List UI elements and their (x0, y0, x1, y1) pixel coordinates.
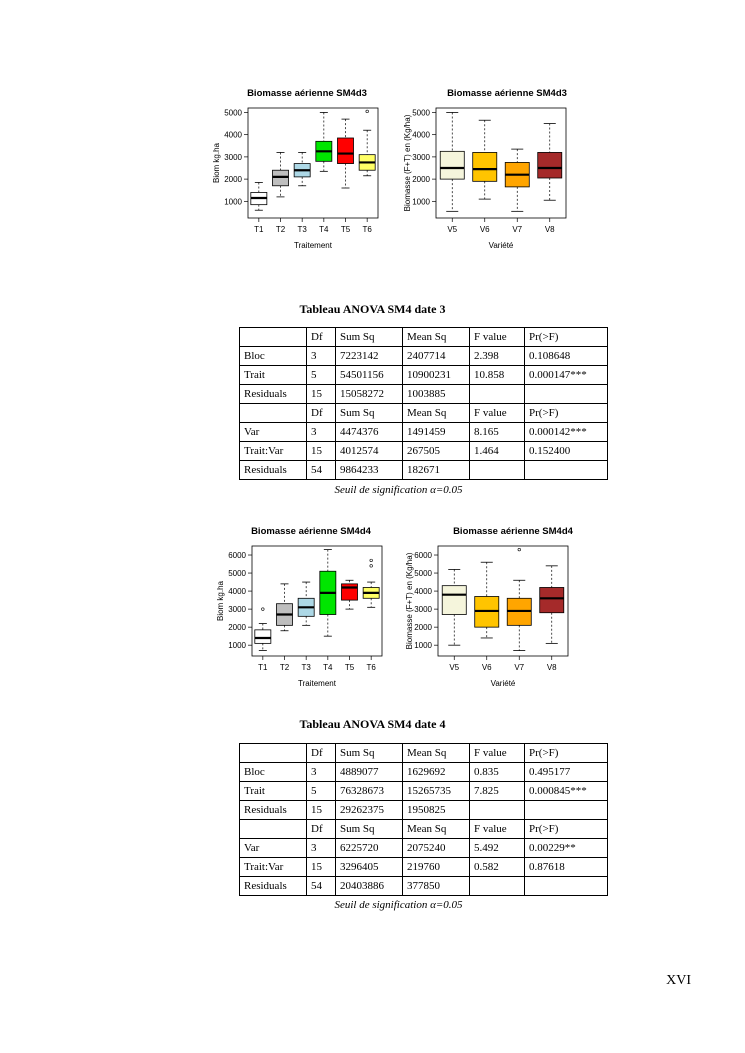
y-tick-label: 4000 (224, 130, 242, 140)
table-cell: Sum Sq (336, 404, 403, 423)
x-axis-label: Variété (490, 679, 516, 688)
table-cell: 267505 (403, 442, 470, 461)
table-cell: Trait:Var (240, 442, 307, 461)
x-tick-label: T2 (275, 225, 286, 234)
y-tick-label: 4000 (412, 130, 430, 140)
table-cell: 1491459 (403, 423, 470, 442)
outlier-point (366, 110, 369, 113)
table-row (240, 820, 608, 839)
boxplot-variete-d4 (400, 522, 586, 700)
table-cell: Trait (240, 782, 307, 801)
x-tick-label: V6 (479, 225, 490, 234)
table-cell: 3296405 (336, 858, 403, 877)
table-cell: Bloc (240, 347, 307, 366)
table-cell: Pr(>F) (525, 328, 608, 347)
table-cell (240, 328, 307, 347)
x-tick-label: T3 (301, 663, 311, 672)
table-cell: F value (470, 744, 525, 763)
table-cell: 2075240 (403, 839, 470, 858)
table-cell: 3 (307, 347, 336, 366)
y-tick-label: 1000 (224, 197, 242, 207)
y-tick-label: 4000 (414, 587, 432, 597)
table-row (240, 385, 608, 404)
y-tick-label: 5000 (414, 569, 432, 579)
x-tick-label: T5 (344, 663, 355, 672)
table-cell: 2407714 (403, 347, 470, 366)
table-title-date4: Tableau ANOVA SM4 date 4 (299, 717, 446, 731)
x-axis-label: Variété (488, 241, 514, 250)
chart-title: Biomasse aérienne SM4d3 (247, 88, 367, 99)
outlier-point (370, 565, 373, 568)
table-cell: Residuals (240, 877, 307, 896)
table-cell (240, 404, 307, 423)
table-cell: 3 (307, 763, 336, 782)
table-cell: F value (470, 820, 525, 839)
table-cell (525, 385, 608, 404)
table-cell: Mean Sq (403, 744, 470, 763)
table-cell: 5.492 (470, 839, 525, 858)
y-axis-label: Biomasse (F+T) en (Kg/ha) (405, 552, 414, 650)
x-tick-label: V5 (449, 663, 460, 672)
x-axis-label: Traitement (294, 241, 332, 250)
table-cell: Pr(>F) (525, 404, 608, 423)
table-cell: 29262375 (336, 801, 403, 820)
x-tick-label: V6 (481, 663, 492, 672)
y-tick-label: 3000 (414, 605, 432, 615)
table-cell: 10.858 (470, 366, 525, 385)
table-cell: 20403886 (336, 877, 403, 896)
table-cell: 15058272 (336, 385, 403, 404)
table-row (240, 423, 608, 442)
table-cell: 0.835 (470, 763, 525, 782)
table-cell: 0.582 (470, 858, 525, 877)
y-tick-label: 2000 (414, 623, 432, 633)
table-cell: 15 (307, 801, 336, 820)
table-row (240, 763, 608, 782)
table-cell: Sum Sq (336, 820, 403, 839)
table-cell: 4889077 (336, 763, 403, 782)
x-tick-label: T1 (258, 663, 268, 672)
significance-note-date3: Seuil de signification α=0.05 (334, 484, 463, 496)
table-row (240, 782, 608, 801)
table-cell: Df (307, 404, 336, 423)
table-row (240, 442, 608, 461)
table-cell: Pr(>F) (525, 744, 608, 763)
table-cell: Trait:Var (240, 858, 307, 877)
table-cell (470, 801, 525, 820)
table-cell (470, 461, 525, 480)
y-tick-label: 6000 (228, 551, 246, 561)
table-cell: 5 (307, 782, 336, 801)
boxplot-traitement-d3 (206, 84, 386, 262)
anova-table-date4 (239, 743, 608, 896)
table-cell: 219760 (403, 858, 470, 877)
table-cell: 4012574 (336, 442, 403, 461)
table-cell: Bloc (240, 763, 307, 782)
table-row (240, 858, 608, 877)
x-tick-label: V7 (512, 225, 523, 234)
table-cell: 1.464 (470, 442, 525, 461)
table-cell: Pr(>F) (525, 820, 608, 839)
chart-title: Biomasse aérienne SM4d4 (251, 526, 371, 537)
y-tick-label: 6000 (414, 551, 432, 561)
table-cell (525, 801, 608, 820)
table-cell: 76328673 (336, 782, 403, 801)
boxplot-traitement-d4 (206, 522, 386, 700)
table-cell: Var (240, 423, 307, 442)
x-tick-label: T4 (323, 663, 333, 672)
table-title-date3: Tableau ANOVA SM4 date 3 (299, 302, 446, 316)
table-cell: 1003885 (403, 385, 470, 404)
table-cell (525, 877, 608, 896)
table-cell: 9864233 (336, 461, 403, 480)
table-row (240, 744, 608, 763)
table-row (240, 801, 608, 820)
box-T5 (337, 138, 353, 164)
table-row (240, 877, 608, 896)
y-tick-label: 4000 (228, 587, 246, 597)
table-row (240, 328, 608, 347)
plot-frame (252, 546, 382, 656)
anova-table-date3 (239, 327, 608, 480)
table-cell: Mean Sq (403, 328, 470, 347)
boxplot-variete-d3 (400, 84, 580, 262)
table-cell: 8.165 (470, 423, 525, 442)
table-cell: 7223142 (336, 347, 403, 366)
x-tick-label: V5 (447, 225, 458, 234)
table-cell (470, 877, 525, 896)
table-cell: Df (307, 328, 336, 347)
box-V8 (540, 587, 564, 612)
table-cell: 2.398 (470, 347, 525, 366)
box-V8 (538, 152, 562, 178)
x-tick-label: V8 (544, 225, 555, 234)
table-row (240, 347, 608, 366)
box-T5 (341, 584, 357, 600)
x-tick-label: T5 (340, 225, 351, 234)
table-cell: Sum Sq (336, 328, 403, 347)
table-cell: Var (240, 839, 307, 858)
table-cell: Df (307, 820, 336, 839)
outlier-point (518, 548, 521, 551)
table-cell: 4474376 (336, 423, 403, 442)
table-cell: Residuals (240, 461, 307, 480)
table-cell: 10900231 (403, 366, 470, 385)
box-V6 (473, 152, 497, 181)
table-cell: 0.495177 (525, 763, 608, 782)
x-tick-label: T2 (279, 663, 290, 672)
table-cell: 15 (307, 858, 336, 877)
x-tick-label: T4 (319, 225, 329, 234)
chart-title: Biomasse aérienne SM4d3 (447, 88, 567, 99)
x-tick-label: T6 (366, 663, 376, 672)
table-cell: 15 (307, 442, 336, 461)
table-cell: 15 (307, 385, 336, 404)
table-cell: 54501156 (336, 366, 403, 385)
x-tick-label: V7 (514, 663, 525, 672)
y-tick-label: 2000 (412, 175, 430, 185)
table-cell: 0.152400 (525, 442, 608, 461)
table-cell: F value (470, 404, 525, 423)
y-axis-label: Biomasse (F+T) en (Kg/ha) (403, 114, 412, 212)
y-axis-label: Biom kg.ha (216, 580, 225, 622)
y-tick-label: 2000 (224, 175, 242, 185)
table-cell: F value (470, 328, 525, 347)
y-tick-label: 1000 (228, 641, 246, 651)
table-row (240, 839, 608, 858)
x-tick-label: T1 (254, 225, 264, 234)
box-V5 (442, 586, 466, 615)
table-cell: Trait (240, 366, 307, 385)
table-cell: Sum Sq (336, 744, 403, 763)
table-cell: 6225720 (336, 839, 403, 858)
table-row (240, 404, 608, 423)
table-cell: 0.87618 (525, 858, 608, 877)
table-cell: 5 (307, 366, 336, 385)
table-cell: Mean Sq (403, 820, 470, 839)
table-cell: 15265735 (403, 782, 470, 801)
table-cell: 3 (307, 423, 336, 442)
y-tick-label: 3000 (224, 152, 242, 162)
table-cell: 3 (307, 839, 336, 858)
y-tick-label: 5000 (228, 569, 246, 579)
table-cell: 0.000142*** (525, 423, 608, 442)
chart-title: Biomasse aérienne SM4d4 (453, 526, 573, 537)
x-tick-label: T3 (297, 225, 307, 234)
table-cell: 182671 (403, 461, 470, 480)
table-cell: 0.000147*** (525, 366, 608, 385)
table-cell: 1950825 (403, 801, 470, 820)
table-cell: 1629692 (403, 763, 470, 782)
y-tick-label: 2000 (228, 623, 246, 633)
plot-frame (248, 108, 378, 218)
box-T2 (272, 170, 288, 186)
table-row (240, 366, 608, 385)
table-cell: 54 (307, 877, 336, 896)
x-tick-label: T6 (362, 225, 372, 234)
table-cell: 7.825 (470, 782, 525, 801)
y-tick-label: 1000 (412, 197, 430, 207)
table-cell (525, 461, 608, 480)
table-cell: 54 (307, 461, 336, 480)
outlier-point (262, 608, 265, 611)
table-cell: Mean Sq (403, 404, 470, 423)
significance-note-date4: Seuil de signification α=0.05 (334, 899, 463, 911)
table-cell: Df (307, 744, 336, 763)
box-V5 (440, 151, 464, 179)
table-cell: 0.000845*** (525, 782, 608, 801)
y-tick-label: 3000 (412, 152, 430, 162)
page-number: XVI (666, 973, 691, 988)
table-cell: Residuals (240, 385, 307, 404)
table-cell (240, 820, 307, 839)
table-cell (240, 744, 307, 763)
y-tick-label: 5000 (224, 108, 242, 118)
y-tick-label: 3000 (228, 605, 246, 615)
x-axis-label: Traitement (298, 679, 336, 688)
table-cell: 0.00229** (525, 839, 608, 858)
x-tick-label: V8 (546, 663, 557, 672)
y-tick-label: 1000 (414, 641, 432, 651)
table-cell: Residuals (240, 801, 307, 820)
table-cell (470, 385, 525, 404)
table-cell: 377850 (403, 877, 470, 896)
outlier-point (370, 559, 373, 562)
box-T1 (255, 630, 271, 644)
table-cell: 0.108648 (525, 347, 608, 366)
y-tick-label: 5000 (412, 108, 430, 118)
table-row (240, 461, 608, 480)
y-axis-label: Biom kg.ha (212, 142, 221, 184)
